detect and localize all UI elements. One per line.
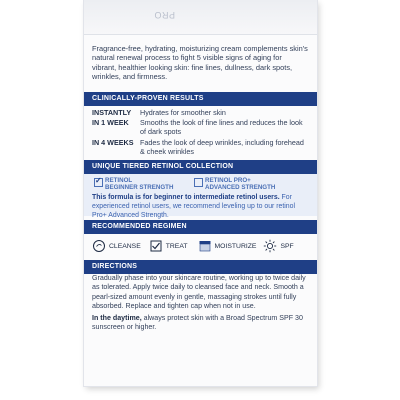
collection-header: UNIQUE TIERED RETINOL COLLECTION <box>84 160 317 174</box>
checkbox-empty-icon <box>194 178 203 187</box>
result-value: Fades the look of deep wrinkles, including forehead & cheek wrinkles <box>140 138 304 156</box>
intro-text: Fragrance-free, hydrating, moisturizing cream complements skin's natural renewal process to fight 5 visible signs of aging for vibrant, healthier looking skin: fine lines, dullness, dark spots, wrinkles, and firmness. <box>92 44 308 82</box>
top-flap-print: PRO <box>154 10 176 20</box>
cleanse-icon <box>92 239 106 253</box>
jar-icon <box>198 239 212 253</box>
directions-text: Gradually phase into your skincare routine, working up to twice daily as tolerated. Apply twice daily to cleansed face and neck. Smooth a pearl-sized amount evenly in gentle, massaging strokes until fully absorbed. Replace and tighten cap when not in use. In the daytime, always protect skin with a Broad Spectrum SPF 30 sunscreen or higher. <box>92 274 306 332</box>
regimen-cleanse: CLEANSE <box>92 239 141 253</box>
result-key: INSTANTLY <box>92 108 132 117</box>
box-top-flap <box>84 0 317 35</box>
regimen-treat: TREAT <box>149 239 188 253</box>
retinol-pro-label: RETINOL PRO+ ADVANCED STRENGTH <box>205 177 276 192</box>
sun-icon <box>263 239 277 253</box>
result-value: Hydrates for smoother skin <box>140 108 226 117</box>
collection-note: This formula is for beginner to intermediate retinol users. For experienced retinol users, we recommend leveling up to our retinol Pro+ Advanced Strength. <box>92 194 295 219</box>
product-box-panel <box>84 0 317 386</box>
result-key: IN 4 WEEKS <box>92 138 134 147</box>
regimen-moisturize: MOISTURIZE <box>198 239 257 253</box>
regimen-header: RECOMMENDED REGIMEN <box>84 220 317 234</box>
result-key: IN 1 WEEK <box>92 118 129 127</box>
directions-header: DIRECTIONS <box>84 260 317 274</box>
checkbox-checked-icon <box>94 178 103 187</box>
regimen-steps <box>84 235 317 257</box>
regimen-spf: SPF <box>263 239 293 253</box>
retinol-beginner-label: RETINOL BEGINNER STRENGTH <box>105 177 174 192</box>
treat-checkbox-icon <box>149 239 163 253</box>
results-header: CLINICALLY-PROVEN RESULTS <box>84 92 317 106</box>
result-value: Smooths the look of fine lines and reduces the look of dark spots <box>140 118 303 136</box>
